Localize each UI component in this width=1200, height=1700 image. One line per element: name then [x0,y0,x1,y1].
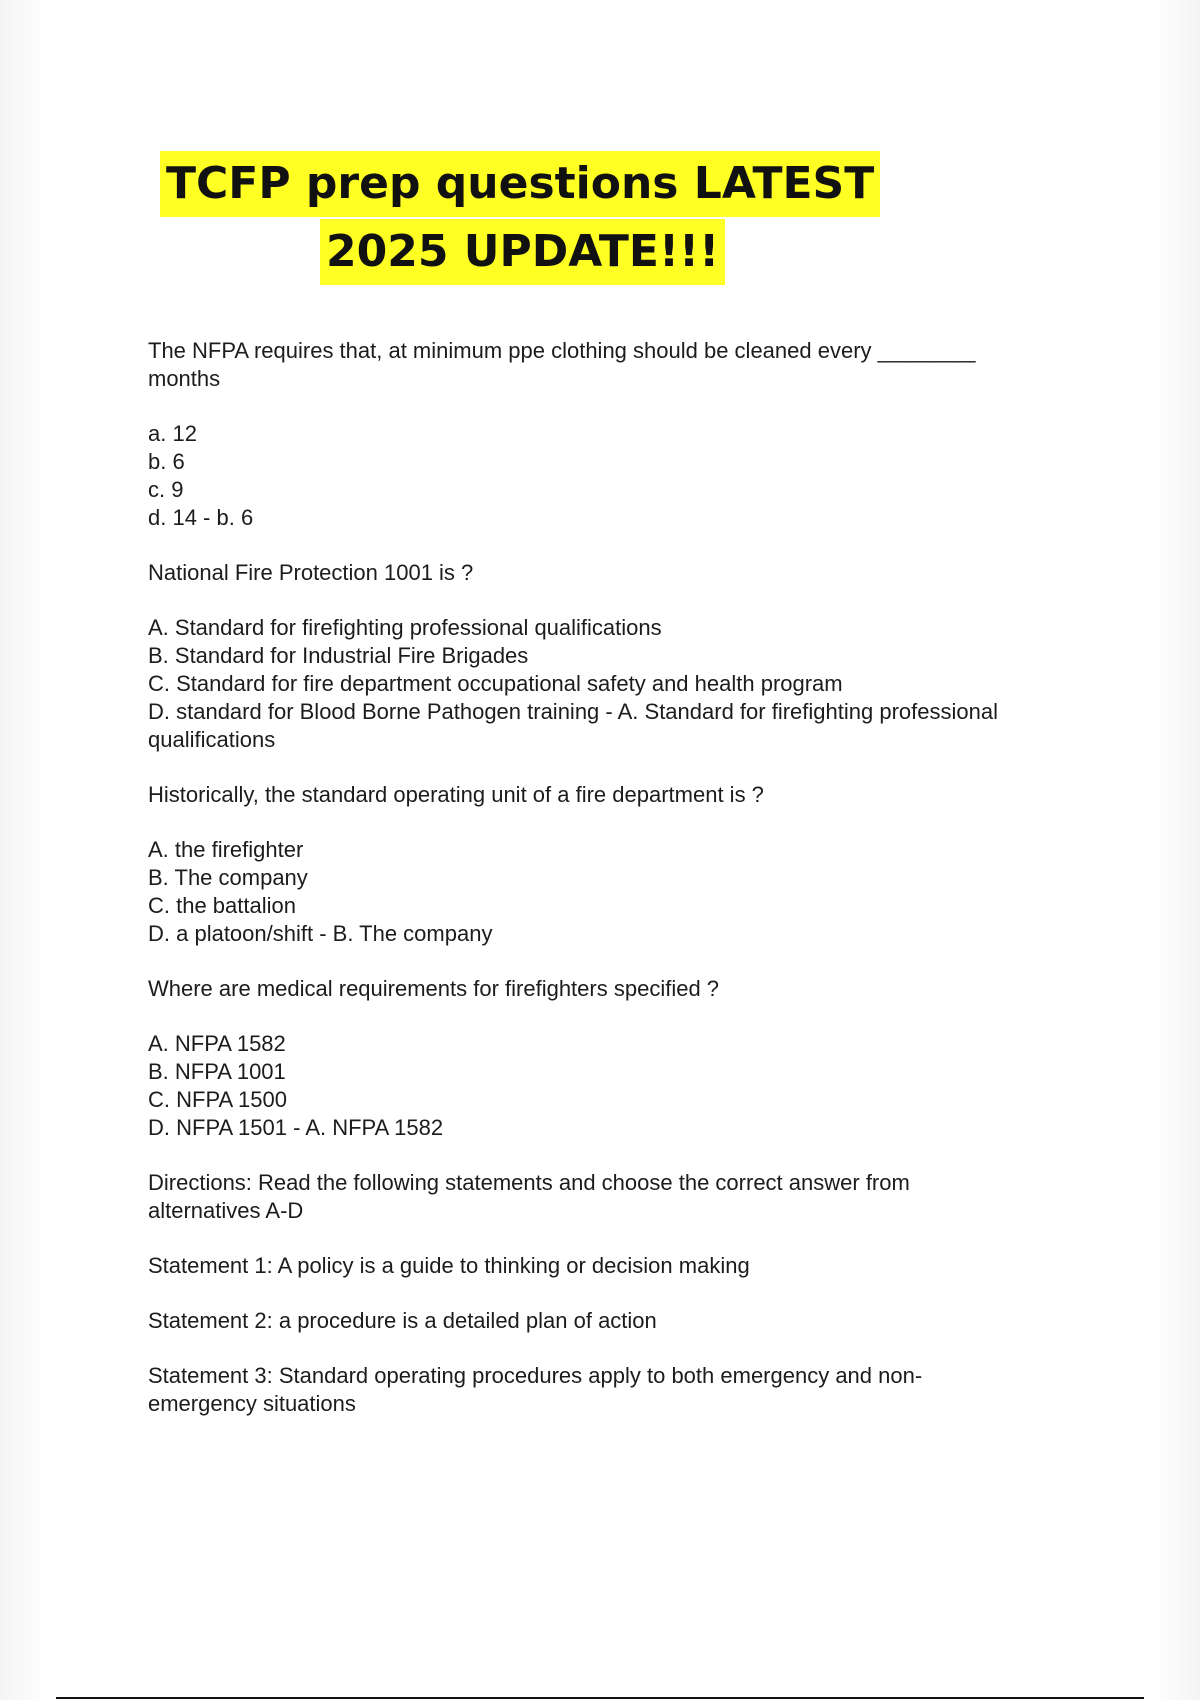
answer-option: A. Standard for firefighting professional qualifications [148,615,662,640]
answer-option: B. NFPA 1001 [148,1059,286,1084]
page-bottom-rule [56,1697,1144,1699]
document-body [148,337,1088,1445]
answer-option: b. 6 [148,449,185,474]
answer-option: D. a platoon/shift - B. The company [148,921,493,946]
directions-text: Directions: Read the following statements and choose the correct answer from [148,1170,910,1195]
question-2-options [148,614,1088,754]
statement-2 [148,1307,1088,1335]
question-3-options [148,836,1088,948]
question-4-options [148,1030,1088,1142]
statement-text: Statement 1: A policy is a guide to thinking or decision making [148,1253,750,1278]
statement-text: Statement 3: Standard operating procedures apply to both emergency and non- [148,1363,923,1388]
page-edge-left [0,0,48,1700]
answer-option: D. NFPA 1501 - A. NFPA 1582 [148,1115,444,1140]
answer-option: C. Standard for fire department occupational safety and health program [148,671,843,696]
answer-option: C. NFPA 1500 [148,1087,287,1112]
answer-option: d. 14 - b. 6 [148,505,254,530]
directions [148,1169,1088,1225]
statement-1 [148,1252,1088,1280]
question-text: Historically, the standard operating unit of a fire department is ? [148,782,764,807]
page-edge-right [1152,0,1200,1700]
question-1 [148,337,1088,393]
answer-option: A. the firefighter [148,837,304,862]
statement-3 [148,1362,1088,1418]
directions-text: alternatives A-D [148,1198,304,1223]
question-3 [148,781,1088,809]
question-4 [148,975,1088,1003]
question-1-options [148,420,1088,532]
question-2 [148,559,1088,587]
document-title-line-1: TCFP prep questions LATEST [160,151,880,217]
document-title-line-2: 2025 UPDATE!!! [320,219,725,285]
statement-text: Statement 2: a procedure is a detailed plan of action [148,1308,657,1333]
question-text: Where are medical requirements for firefighters specified ? [148,976,720,1001]
question-text: National Fire Protection 1001 is ? [148,560,474,585]
answer-option: B. Standard for Industrial Fire Brigades [148,643,529,668]
answer-option: A. NFPA 1582 [148,1031,286,1056]
question-text: months [148,366,221,391]
question-text: The NFPA requires that, at minimum ppe clothing should be cleaned every ________ [148,338,976,363]
answer-option: qualifications [148,727,276,752]
answer-option: C. the battalion [148,893,296,918]
answer-option: c. 9 [148,477,184,502]
answer-option: D. standard for Blood Borne Pathogen training - A. Standard for firefighting professional [148,699,998,724]
answer-option: B. The company [148,865,308,890]
answer-option: a. 12 [148,421,197,446]
statement-text: emergency situations [148,1391,356,1416]
